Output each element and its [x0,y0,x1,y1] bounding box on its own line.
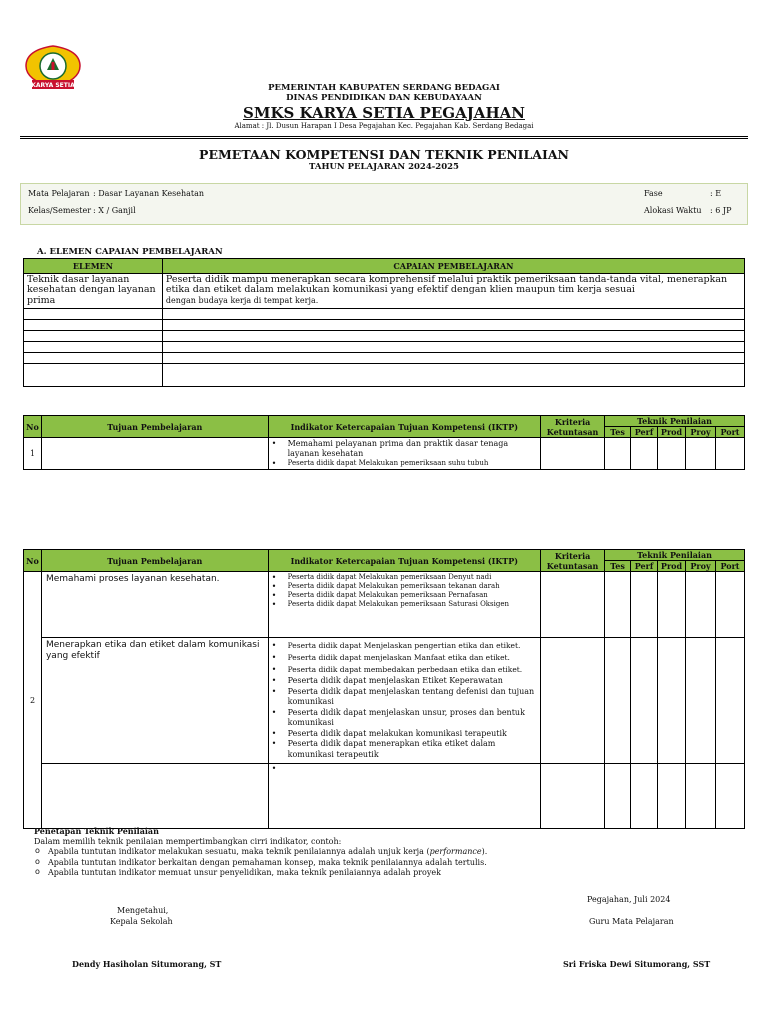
indikator-item: • Peserta didik dapat menjelaskan Etiket Keperawatan [269,676,541,687]
empty-cell [162,331,744,342]
empty-cell [24,320,163,331]
empty-cell [24,331,163,342]
alokasi-label: Alokasi Waktu [644,206,702,215]
row-no: 2 [24,572,42,829]
col-proy: Proy [686,561,716,572]
empty-cell [162,342,744,353]
prod-cell [658,572,686,638]
empty-cell [162,364,744,387]
kriteria-cell [541,572,605,638]
proy-cell [686,764,716,829]
penetapan-title: Penetapan Teknik Penilaian [34,826,159,836]
indikator-cell [268,438,541,470]
indikator-item: • Peserta didik dapat menjelaskan tentang defenisi dan tujuan komunikasi [269,687,541,708]
capaian-text: Peserta didik mampu menerapkan secara komprehensif melalui praktik pemeriksaan tanda-tanda vital, menerapkan etika dan etiket dalam melakukan komunikasi yang efektif dengan klien maupun tim kerja sesuai [165,274,728,296]
col-perf: Perf [631,427,658,438]
empty-cell [162,353,744,364]
indikator-item: • Peserta didik dapat Melakukan pemeriksaan tekanan darah [269,582,541,591]
school-name: SMKS KARYA SETIA PEGAJAHAN [243,104,525,122]
col-kriteria: Kriteria Ketuntasan [541,416,605,438]
port-cell [715,572,744,638]
col-port: Port [715,561,744,572]
page-title: PEMETAAN KOMPETENSI DAN TEKNIK PENILAIAN [199,147,569,162]
empty-cell [162,320,744,331]
mapel-value: : Dasar Layanan Kesehatan [93,189,205,198]
elemen-cell: Teknik dasar layanan kesehatan dengan layanan prima [24,274,163,309]
guru-title: Guru Mata Pelajaran [589,917,674,926]
indikator-cell [268,638,541,764]
header-rule-thin [20,138,748,139]
gov-line: PEMERINTAH KABUPATEN SERDANG BEDAGAI [268,83,500,93]
performance-term: performance [429,847,482,856]
kriteria-cell [541,764,605,829]
perf-cell [631,572,658,638]
penetapan-item [34,847,487,858]
proy-cell [686,438,716,470]
logo-text: KARYA SETIA [31,82,75,89]
penetapan-item: o Apabila tuntutan indikator memuat unsur penyelidikan, maka teknik penilaiannya adalah proyek [34,868,487,879]
kepsek-title: Kepala Sekolah [110,917,173,926]
perf-cell [631,438,658,470]
empty-cell [24,353,163,364]
proy-cell [686,638,716,764]
indikator-item: • Peserta didik dapat Menjelaskan pengertian etika dan etiket. [269,640,541,652]
indikator-item: • Peserta didik dapat menjelaskan unsur, proses dan bentuk komunikasi [269,708,541,729]
capaian-text-2: dengan budaya kerja di tempat kerja. [165,295,319,305]
col-tes: Tes [605,561,631,572]
mapel-label: Mata Pelajaran [28,189,90,198]
col-elemen: ELEMEN [24,259,163,274]
port-cell [715,638,744,764]
tes-cell [605,438,631,470]
empty-cell [24,342,163,353]
col-capaian: CAPAIAN PEMBELAJARAN [162,259,744,274]
elemen-table [23,258,745,387]
dept-line: DINAS PENDIDIKAN DAN KEBUDAYAAN [286,93,482,103]
indikator-item: • Peserta didik dapat Melakukan pemeriksaan Denyut nadi [269,573,541,582]
indikator-item: • Peserta didik dapat Melakukan pemeriksaan suhu tubuh [269,459,541,468]
tes-cell [605,572,631,638]
col-no: No [24,550,42,572]
col-ikt: Indikator Ketercapaian Tujuan Kompetensi (IKTP) [268,550,541,572]
perf-cell [631,764,658,829]
col-tujuan: Tujuan Pembelajaran [41,416,268,438]
kelas-value: : X / Ganjil [93,206,136,215]
penetapan-section [34,826,487,879]
col-kriteria: Kriteria Ketuntasan [541,550,605,572]
fase-value: : E [710,189,722,198]
kelas-label: Kelas/Semester [28,206,92,215]
col-prod: Prod [658,561,686,572]
indikator-item: • Peserta didik dapat menerapkan etika etiket dalam komunikasi terapeutik [269,739,541,760]
penetapan-item: o Apabila tuntutan indikator berkaitan dengan pemahaman konsep, maka teknik penilaiannya adalah tertulis. [34,858,487,869]
kompetensi-table-1 [23,415,745,470]
col-ikt: Indikator Ketercapaian Tujuan Kompetensi (IKTP) [268,416,541,438]
col-prod: Prod [658,427,686,438]
empty-cell [162,309,744,320]
prod-cell [658,764,686,829]
prod-cell [658,638,686,764]
indikator-item: • Memahami pelayanan prima dan praktik dasar tenaga layanan kesehatan [269,439,541,459]
capaian-cell [162,274,744,309]
proy-cell [686,572,716,638]
col-teknik: Teknik Penilaian [605,416,745,427]
guru-name: Sri Friska Dewi Situmorang, SST [563,959,711,969]
col-no: No [24,416,42,438]
school-address: Alamat : Jl. Dusun Harapan I Desa Pegajahan Kec. Pegajahan Kab. Serdang Bedagai [234,122,534,130]
col-perf: Perf [631,561,658,572]
indikator-item: • Peserta didik dapat Melakukan pemeriksaan Saturasi Oksigen [269,600,541,609]
prod-cell [658,438,686,470]
tes-cell [605,764,631,829]
fase-label: Fase [644,189,663,198]
header-rule [20,136,748,137]
penetapan-item-text: Apabila tuntutan indikator melakukan sesuatu, maka teknik penilaiannya adalah unjuk kerja ( [48,847,430,856]
col-teknik: Teknik Penilaian [605,550,745,561]
indikator-item: • Peserta didik dapat Melakukan pemeriksaan Pernafasan [269,591,541,600]
alokasi-value: : 6 JP [710,206,732,215]
empty-cell [24,309,163,320]
mengetahui: Mengetahui, [117,906,169,915]
port-cell [715,764,744,829]
col-proy: Proy [686,427,716,438]
kompetensi-table-2 [23,549,745,829]
place-date: Pegajahan, Juli 2024 [587,895,671,904]
port-cell [715,438,744,470]
col-tujuan: Tujuan Pembelajaran [41,550,268,572]
indikator-cell [268,764,541,829]
indikator-item: • Peserta didik dapat melakukan komunikasi terapeutik [269,729,541,740]
indikator-cell [268,572,541,638]
penetapan-item-text-end: ). [481,847,488,856]
row-no: 1 [24,438,42,470]
penetapan-intro: Dalam memilih teknik penilaian mempertimbangkan cirri indikator, contoh: [34,836,342,846]
kepsek-name: Dendy Hasiholan Situmorang, ST [72,959,222,969]
indikator-item: • Peserta didik dapat membedakan perbedaan etika dan etiket. [269,664,541,676]
perf-cell [631,638,658,764]
tes-cell [605,638,631,764]
col-tes: Tes [605,427,631,438]
tujuan-cell: Memahami proses layanan kesehatan. [41,572,268,638]
col-port: Port [715,427,744,438]
kriteria-cell [541,638,605,764]
tujuan-cell: Menerapkan etika dan etiket dalam komunikasi yang efektif [41,638,268,764]
indikator-item: • Peserta didik dapat menjelaskan Manfaat etika dan etiket. [269,652,541,664]
tujuan-cell [41,438,268,470]
kriteria-cell [541,438,605,470]
page-subtitle: TAHUN PELAJARAN 2024-2025 [309,162,459,172]
section-a-heading: A. ELEMEN CAPAIAN PEMBELAJARAN [37,247,223,257]
empty-cell [24,364,163,387]
tujuan-cell [41,764,268,829]
